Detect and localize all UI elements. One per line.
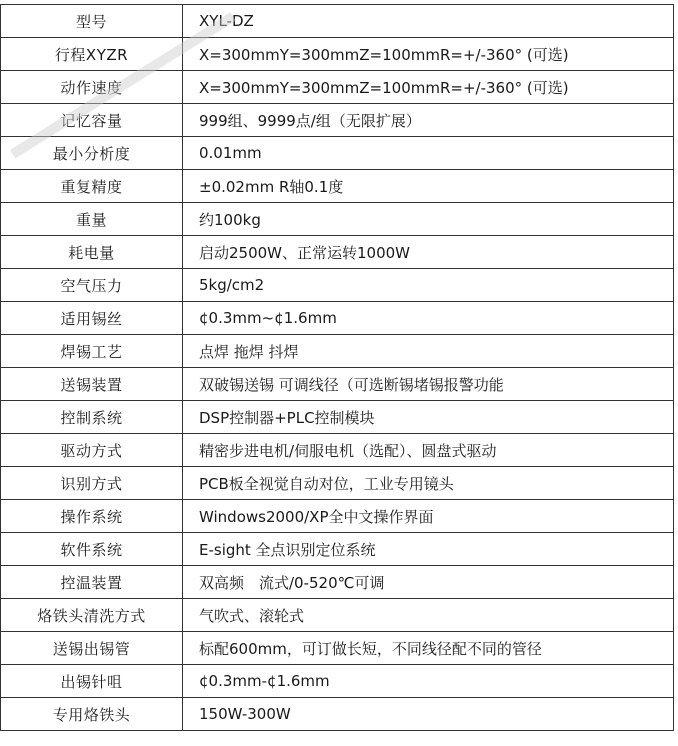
spec-value: ¢0.3mm-¢1.6mm bbox=[183, 665, 674, 698]
spec-value: ±0.02mm R轴0.1度 bbox=[183, 170, 674, 203]
spec-value: 999组、9999点/组（无限扩展） bbox=[183, 104, 674, 137]
spec-label: 送锡出锡管 bbox=[1, 632, 183, 665]
spec-value: 约100kg bbox=[183, 203, 674, 236]
spec-value: 双破锡送锡 可调线径（可选断锡堵锡报警功能 bbox=[183, 368, 674, 401]
table-row bbox=[1, 566, 674, 599]
table-row bbox=[1, 632, 674, 665]
spec-label: 最小分析度 bbox=[1, 137, 183, 170]
spec-label: 控制系统 bbox=[1, 401, 183, 434]
spec-label: 控温装置 bbox=[1, 566, 183, 599]
spec-label: 出锡针咀 bbox=[1, 665, 183, 698]
spec-value: 双高频 流式/0-520℃可调 bbox=[183, 566, 674, 599]
spec-label: 识别方式 bbox=[1, 467, 183, 500]
spec-value: 启动2500W、正常运转1000W bbox=[183, 236, 674, 269]
table-row bbox=[1, 170, 674, 203]
spec-value: 5kg/cm2 bbox=[183, 269, 674, 302]
table-row bbox=[1, 500, 674, 533]
table-row bbox=[1, 236, 674, 269]
table-row bbox=[1, 104, 674, 137]
spec-value: 点焊 拖焊 抖焊 bbox=[183, 335, 674, 368]
table-row bbox=[1, 401, 674, 434]
spec-label: 重复精度 bbox=[1, 170, 183, 203]
spec-label: 适用锡丝 bbox=[1, 302, 183, 335]
spec-value: PCB板全视觉自动对位，工业专用镜头 bbox=[183, 467, 674, 500]
spec-value: 气吹式、滚轮式 bbox=[183, 599, 674, 632]
table-row bbox=[1, 368, 674, 401]
spec-label: 操作系统 bbox=[1, 500, 183, 533]
spec-label: 送锡装置 bbox=[1, 368, 183, 401]
spec-label: 专用烙铁头 bbox=[1, 698, 183, 731]
spec-label: 耗电量 bbox=[1, 236, 183, 269]
table-row bbox=[1, 38, 674, 71]
table-row bbox=[1, 71, 674, 104]
table-row bbox=[1, 269, 674, 302]
spec-label: 烙铁头清洗方式 bbox=[1, 599, 183, 632]
table-row bbox=[1, 302, 674, 335]
spec-value: X=300mmY=300mmZ=100mmR=+/-360° (可选) bbox=[183, 71, 674, 104]
spec-value: 150W-300W bbox=[183, 698, 674, 731]
spec-label: 空气压力 bbox=[1, 269, 183, 302]
table-row bbox=[1, 665, 674, 698]
spec-label: 软件系统 bbox=[1, 533, 183, 566]
spec-value: DSP控制器+PLC控制模块 bbox=[183, 401, 674, 434]
spec-value: X=300mmY=300mmZ=100mmR=+/-360° (可选) bbox=[183, 38, 674, 71]
table-row bbox=[1, 467, 674, 500]
spec-value: XYL-DZ bbox=[183, 5, 674, 38]
spec-value: Windows2000/XP全中文操作界面 bbox=[183, 500, 674, 533]
spec-table bbox=[0, 4, 674, 731]
table-row bbox=[1, 698, 674, 731]
spec-label: 型号 bbox=[1, 5, 183, 38]
spec-value: ¢0.3mm~¢1.6mm bbox=[183, 302, 674, 335]
table-row bbox=[1, 533, 674, 566]
spec-label: 动作速度 bbox=[1, 71, 183, 104]
spec-value: E-sight 全点识别定位系统 bbox=[183, 533, 674, 566]
spec-label: 驱动方式 bbox=[1, 434, 183, 467]
table-row bbox=[1, 137, 674, 170]
spec-value: 标配600mm，可订做长短，不同线径配不同的管径 bbox=[183, 632, 674, 665]
table-row bbox=[1, 335, 674, 368]
table-row bbox=[1, 434, 674, 467]
table-row bbox=[1, 203, 674, 236]
spec-label: 记忆容量 bbox=[1, 104, 183, 137]
table-row bbox=[1, 5, 674, 38]
spec-label: 行程XYZR bbox=[1, 38, 183, 71]
spec-label: 焊锡工艺 bbox=[1, 335, 183, 368]
table-row bbox=[1, 599, 674, 632]
spec-value: 0.01mm bbox=[183, 137, 674, 170]
spec-label: 重量 bbox=[1, 203, 183, 236]
spec-value: 精密步进电机/伺服电机（选配）、圆盘式驱动 bbox=[183, 434, 674, 467]
